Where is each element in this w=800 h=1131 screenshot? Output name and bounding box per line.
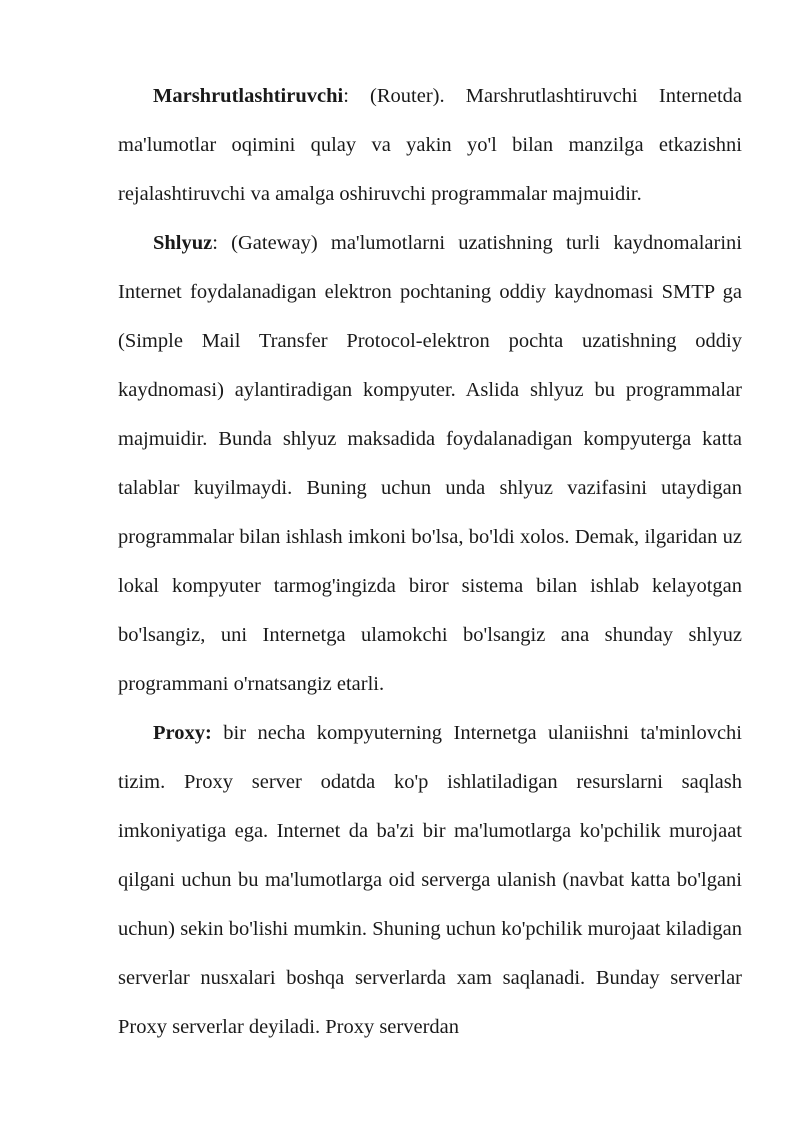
- paragraph-router: [118, 72, 742, 219]
- paragraph-proxy: [118, 709, 742, 1052]
- paragraph-router-text: : (Router). Marshrutlashtiruvchi Internetda ma'lumotlar oqimini qulay va yakin yo'l bilan manzilga etkazishni rejalashtiruvchi va amalga oshiruvchi programmalar majmuidir.: [118, 85, 742, 205]
- paragraph-proxy-text: bir necha kompyuterning Internetga ulaniishni ta'minlovchi tizim. Proxy server odatda ko'p ishlatiladigan resurslarni saqlash imkoniyatiga ega. Internet da ba'zi bir ma'lumotlarga ko'pchilik murojaat qilgani uchun bu ma'lumotlarga oid serverga ulanish (navbat katta bo'lgani uchun) sekin bo'lishi mumkin. Shuning uchun ko'pchilik murojaat kiladigan serverlar nusxalari boshqa serverlarda xam saqlanadi. Bunday serverlar Proxy serverlar deyiladi. Proxy serverdan: [118, 722, 742, 1038]
- term-gateway: Shlyuz: [153, 232, 213, 254]
- paragraph-gateway: [118, 219, 742, 709]
- document-body: [118, 72, 742, 1052]
- term-proxy: Proxy:: [153, 722, 212, 744]
- paragraph-gateway-text: : (Gateway) ma'lumotlarni uzatishning turli kaydnomalarini Internet foydalanadigan elektron pochtaning oddiy kaydnomasi SMTP ga (Simple Mail Transfer Protocol-elektron pochta uzatishning oddiy kaydnomasi) aylantiradigan kompyuter. Aslida shlyuz bu programmalar majmuidir. Bunda shlyuz maksadida foydalanadigan kompyuterga katta talablar kuyilmaydi. Buning uchun unda shlyuz vazifasini utaydigan programmalar bilan ishlash imkoni bo'lsa, bo'ldi xolos. Demak, ilgaridan uz lokal kompyuter tarmog'ingizda biror sistema bilan ishlab kelayotgan bo'lsangiz, uni Internetga ulamokchi bo'lsangiz ana shunday shlyuz programmani o'rnatsangiz etarli.: [118, 232, 742, 695]
- term-router: Marshrutlashtiruvchi: [153, 85, 344, 107]
